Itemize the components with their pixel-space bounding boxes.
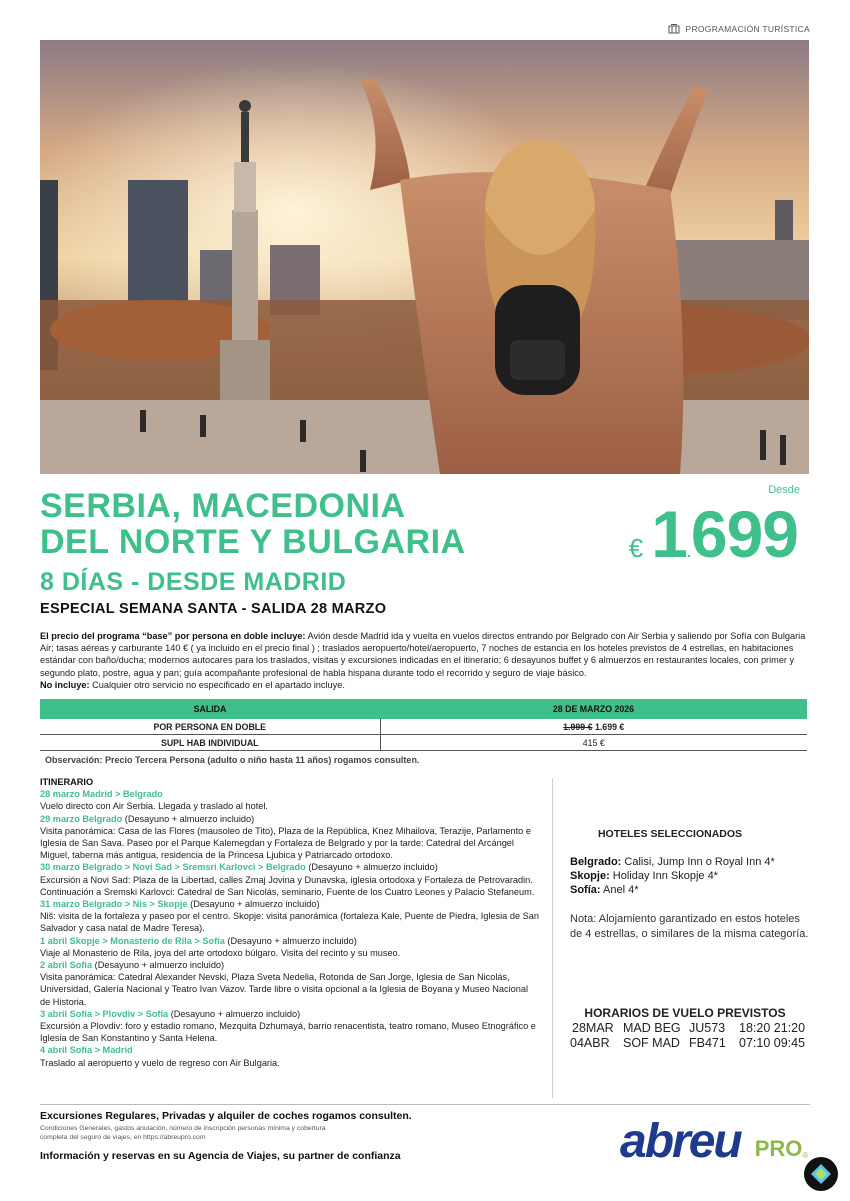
day-text: Excursión a Novi Sad: Plaza de la Libertad, calles Zmaj Jovina y Dunavska, iglesia ortodoxa y Fortaleza de Petrovaradin. Continuación a Sremski Karlovci: Catedral de San Nicolás, seminario, Fuente de los Cuatro Leones y Palacio Stefaneum.: [40, 874, 535, 897]
day-heading: 1 abril Skopje > Monasterio de Rila > Sofía: [40, 935, 225, 946]
day-text: Excursión a Plovdiv: foro y estadio romano, Mezquita Dzhumayá, barrio renacentista, teatro romano, Museo Etnográfico e Iglesia de San Konstantino y Santa Helena.: [40, 1021, 536, 1044]
hotel-item: [570, 869, 810, 883]
itinerary-day: [40, 813, 540, 825]
itinerary-day: [40, 898, 540, 910]
day-meals: (Desayuno + almuerzo incluido): [305, 862, 438, 873]
hotel-names: Calisi, Jump Inn o Royal Inn 4*: [621, 856, 775, 868]
day-heading: 3 abril Sofía > Plovdiv > Sofía: [40, 1008, 169, 1019]
price-table: [40, 699, 807, 751]
flight-times: 07:10 09:45: [739, 1036, 806, 1050]
itinerary-day: [40, 788, 540, 800]
excludes-label: No incluye:: [40, 679, 90, 690]
itinerary: [40, 776, 540, 1069]
intro-text: [40, 630, 810, 691]
abreu-pro-logo: [620, 1115, 809, 1168]
table-row: [40, 735, 807, 751]
app-badge-icon[interactable]: [804, 1157, 838, 1191]
hero-illustration: [40, 40, 809, 474]
table-row: [40, 719, 807, 735]
day-text: Niš: visita de la fortaleza y paseo por el centro. Skopje: visita panorámica (fortaleza Kale, Puente de Piedra, Iglesia de San Salvador y casa natal de Madre Teresa).: [40, 911, 539, 934]
itinerary-day: [40, 1044, 540, 1056]
table-header: SALIDA: [40, 699, 380, 719]
diamond-icon: [804, 1157, 838, 1191]
day-heading: 31 marzo Belgrado > Nis > Skopje: [40, 899, 188, 910]
table-cell-value: 415 €: [380, 735, 807, 751]
old-price: 1.999 €: [563, 721, 593, 732]
flight-number: JU573: [689, 1021, 726, 1035]
flight-row: [570, 1021, 810, 1035]
hotel-item: [570, 855, 810, 869]
price-amount: 699: [690, 497, 798, 571]
day-meals: (Desayuno + almuerzo incluido): [187, 899, 320, 910]
hotels-list: [570, 855, 810, 897]
excursions-text: Excursiones Regulares, Privadas y alquiler de coches rogamos consulten.: [40, 1110, 412, 1122]
price-currency: €: [628, 533, 644, 563]
hotel-city: Belgrado:: [570, 856, 622, 868]
table-cell-label: SUPL HAB INDIVIDUAL: [40, 735, 380, 751]
conditions-text: Condiciones Generales, gastos anulación, número de inscripción personas mínima y cobertura completa del seguro de viajes, en https://abreupro.com: [40, 1125, 326, 1141]
flight-route: SOF MAD: [623, 1036, 680, 1050]
day-heading: 30 marzo Belgrado > Novi Sad > Sremsri Karlovci > Belgrado: [40, 862, 306, 873]
table-header-row: [40, 699, 807, 719]
price-separator: .: [686, 544, 691, 560]
flights-title: HORARIOS DE VUELO PREVISTOS: [584, 1006, 786, 1020]
section-label: PROGRAMACIÓN TURÍSTICA: [685, 24, 810, 34]
hotel-city: Skopje:: [570, 870, 610, 882]
day-meals: (Desayuno + almuerzo incluido): [92, 960, 225, 971]
logo-tag: PRO: [754, 1136, 803, 1161]
hotels-title: HOTELES SELECCIONADOS: [597, 828, 743, 840]
day-heading: 29 marzo Belgrado: [40, 813, 123, 824]
day-meals: (Desayuno + almuerzo incluido): [122, 813, 255, 824]
includes-text: Avión desde Madrid ida y vuelta en vuelos directos entrando por Belgrado con Air Serbia y saliendo por Sofía con Bulgaria Air; tasas aéreas y carburante 140 € ( ya incluido en el precio final ) ; traslados aeropuerto/hotel/aeropuerto, 7 noches de estancia en los hoteles previstos de 4 estrellas, en habitaciones estándar con baño/ducha; modernos autocares para los traslados, visitas y excursiones indicadas en el itinerario; 6 desayunos buffet y 6 almuerzos en restaurantes locales, con primer y segundo plato, postre, agua y pan; guía acompañante profesional de habla hispana durante todo el recorrido y seguro de viaje básico.: [40, 631, 806, 678]
day-meals: (Desayuno + almuerzo incluido): [168, 1008, 301, 1019]
day-heading: 28 marzo Madrid > Belgrado: [40, 789, 163, 800]
new-price: 1.699 €: [594, 721, 625, 732]
section-header: [668, 24, 810, 34]
title-line-1: SERBIA, MACEDONIA: [40, 487, 406, 525]
footer-divider: [40, 1104, 810, 1105]
day-heading: 4 abril Sofía > Madrid: [40, 1045, 133, 1056]
itinerary-day: [40, 935, 540, 947]
flight-date: 04ABR: [570, 1036, 610, 1050]
itinerary-day: [40, 861, 540, 873]
table-cell-label: POR PERSONA EN DOBLE: [40, 719, 380, 735]
table-header: 28 DE MARZO 2026: [380, 699, 807, 719]
itinerary-title: ITINERARIO: [40, 777, 94, 787]
building-icon: [668, 24, 680, 34]
flight-date: 28MAR: [572, 1021, 614, 1035]
includes-label: El precio del programa “base” por persona en doble incluye:: [40, 631, 306, 641]
itinerary-day: [40, 959, 540, 971]
hotel-city: Sofía:: [570, 884, 601, 896]
day-text: Viaje al Monasterio de Rila, joya del arte ortodoxo búlgaro. Visita del recinto y su museo.: [40, 947, 401, 958]
info-text: Información y reservas en su Agencia de Viajes, su partner de confianza: [40, 1150, 401, 1162]
flight-route: MAD BEG: [623, 1021, 681, 1035]
day-text: Visita panorámica: Catedral Alexander Nevski, Plaza Sveta Nedelia, Rotonda de San Jorge, Iglesia de San Nicolás, Universidad, Galería Nacional y Teatro Ivan Vazov. Tarde libre o visita opcional a la Iglesia de Boyana y Museo Nacional de Historia.: [40, 972, 529, 1007]
hotel-item: [570, 883, 810, 897]
logo-brand: abreu: [620, 1115, 741, 1168]
page-title: [40, 488, 466, 560]
table-cell-value: [380, 719, 807, 735]
column-divider: [552, 778, 553, 1098]
title-line-2: DEL NORTE Y BULGARIA: [40, 523, 466, 561]
day-text: Traslado al aeropuerto y vuelo de regreso con Air Bulgaria.: [40, 1057, 280, 1068]
observation-note: Observación: Precio Tercera Persona (adulto o niño hasta 11 años) rogamos consulten.: [45, 755, 420, 765]
hotels-note: Nota: Alojamiento garantizado en estos hoteles de 4 estrellas, o similares de la misma categoría.: [570, 913, 809, 940]
hotel-names: Anel 4*: [600, 884, 639, 896]
excludes-text: Cualquier otro servicio no especificado en el apartado incluye.: [89, 679, 345, 690]
day-text: Visita panorámica: Casa de las Flores (mausoleo de Tito), Plaza de la República, Knez Mihailova, Terazije, Parlamento e Iglesia de San Sava. Paseo por el Parque Kalemegdan y Fortaleza de Belgrado y por la tarde: Catedral del Arcángel Miguel, taberna más antigua, residencia de la Princesa Ljubica y Patriarcado ortodoxo.: [40, 825, 531, 861]
price-integer: 1: [651, 497, 687, 571]
price-from-label: Desde: [768, 484, 800, 496]
flight-times: 18:20 21:20: [739, 1021, 806, 1035]
hotel-names: Holiday Inn Skopje 4*: [609, 870, 718, 882]
flight-row: [570, 1036, 810, 1050]
page-subtitle: 8 DÍAS - DESDE MADRID: [40, 568, 347, 596]
logo-registered: ®: [802, 1151, 809, 1160]
day-text: Vuelo directo con Air Serbia. Llegada y traslado al hotel.: [40, 801, 268, 812]
day-heading: 2 abril Sofía: [40, 960, 93, 971]
special-banner: ESPECIAL SEMANA SANTA - SALIDA 28 MARZO: [40, 601, 387, 617]
itinerary-day: [40, 1008, 540, 1020]
price-display: [629, 496, 798, 572]
hero-photo: [40, 40, 809, 474]
day-meals: (Desayuno + almuerzo incluido): [224, 935, 357, 946]
flight-number: FB471: [689, 1036, 726, 1050]
